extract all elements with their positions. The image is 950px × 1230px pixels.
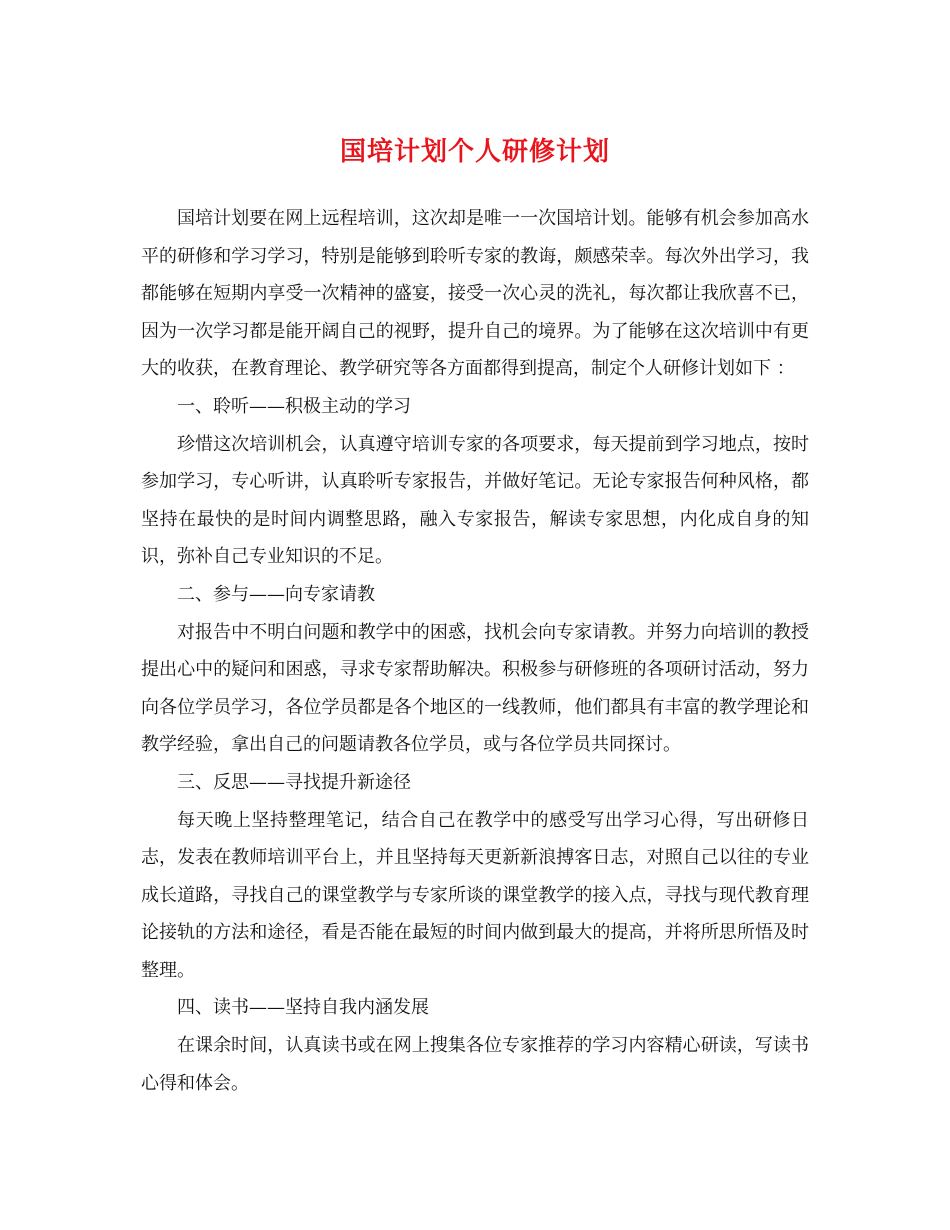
- section-paragraph-reflect: 每天晚上坚持整理笔记，结合自己在教学中的感受写出学习心得，写出研修日志，发表在教师培训平台上，并且坚持每天更新新浪搏客日志，对照自己以往的专业成长道路，寻找自己的课堂教学与专家所谈的课堂教学的接入点，寻找与现代教育理论接轨的方法和途径，看是否能在最短的时间内做到最大的提高，并将所思所悟及时整理。: [141, 809, 809, 981]
- section-heading-participate: 二、参与——向专家请教: [177, 583, 375, 605]
- intro-paragraph: 国培计划要在网上远程培训，这次却是唯一一次国培计划。能够有机会参加高水平的研修和学习学习，特别是能够到聆听专家的教诲，颇感荣幸。每次外出学习，我都能够在短期内享受一次精神的盛宴，接受一次心灵的洗礼，每次都让我欣喜不已，因为一次学习都是能开阔自己的视野，提升自己的境界。为了能够在这次培训中有更大的收获，在教育理论、教学研究等各方面都得到提高，制定个人研修计划如下 ：: [141, 208, 809, 380]
- section-heading-reflect: 三、反思——寻找提升新途径: [177, 771, 411, 793]
- section-heading-listen: 一、聆听——积极主动的学习: [177, 395, 411, 417]
- document-body: [141, 200, 809, 1102]
- document-title: 国培计划个人研修计划: [339, 137, 610, 167]
- section-paragraph-listen: 珍惜这次培训机会，认真遵守培训专家的各项要求，每天提前到学习地点，按时参加学习，专心听讲，认真聆听专家报告，并做好笔记。无论专家报告何种风格，都坚持在最快的是时间内调整思路，融入专家报告，解读专家思想，内化成自身的知识，弥补自己专业知识的不足。: [141, 433, 809, 568]
- section-heading-read: 四、读书——坚持自我内涵发展: [177, 997, 429, 1019]
- section-paragraph-read: 在课余时间，认真读书或在网上搜集各位专家推荐的学习内容精心研读，写读书心得和体会。: [141, 1035, 809, 1094]
- section-paragraph-participate: 对报告中不明白问题和教学中的困惑，找机会向专家请教。并努力向培训的教授提出心中的疑问和困惑，寻求专家帮助解决。积极参与研修班的各项研讨活动，努力向各位学员学习，各位学员都是各个地区的一线教师，他们都具有丰富的教学理论和教学经验，拿出自己的问题请教各位学员，或与各位学员共同探讨。: [141, 621, 809, 756]
